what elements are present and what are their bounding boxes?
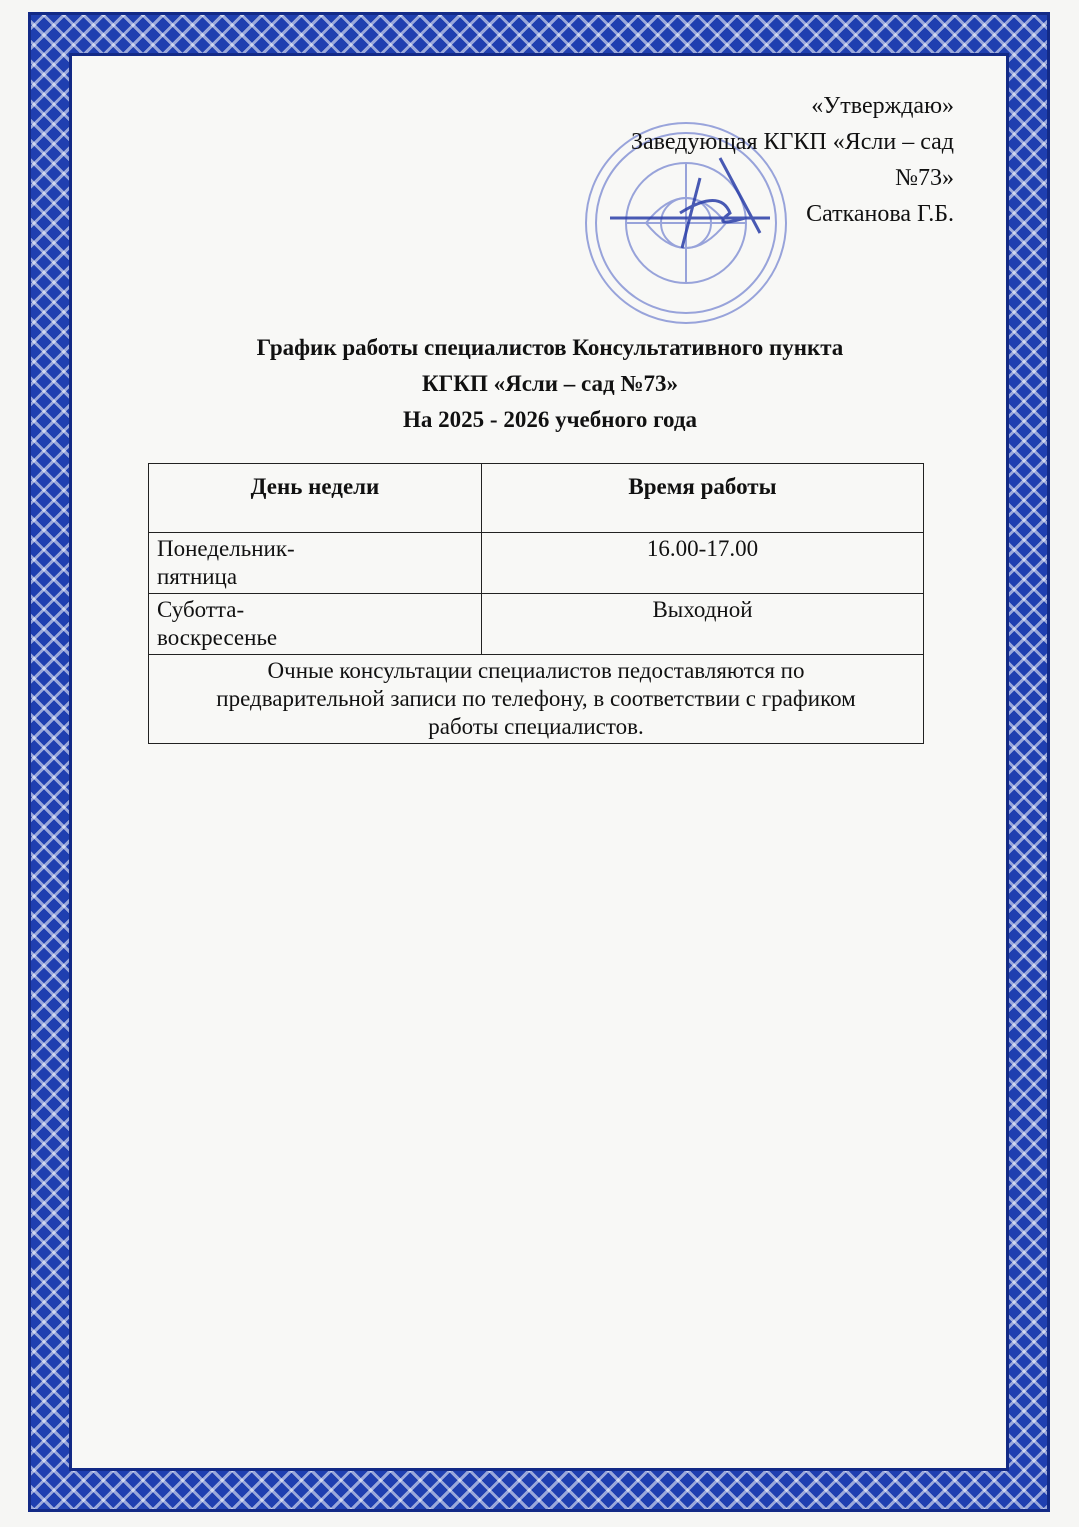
day-cell [149, 533, 482, 594]
note-text: работы специалистов. [428, 714, 644, 739]
approval-heading: «Утверждаю» [811, 93, 954, 119]
header-time: Время работы [482, 464, 924, 533]
page-area [69, 53, 1009, 1471]
day-text: Суботта- [157, 597, 245, 622]
time-cell: 16.00-17.00 [482, 533, 924, 594]
approval-org-number: №73» [895, 165, 954, 191]
approval-position: Заведующая КГКП «Ясли – сад [630, 129, 954, 155]
note-cell [149, 655, 924, 744]
note-text: Очные консультации специалистов педоставляются по [267, 658, 805, 683]
title-line-3: На 2025 - 2026 учебного года [403, 407, 697, 432]
table-header-row [149, 464, 924, 533]
title-line-2: КГКП «Ясли – сад №73» [421, 371, 679, 396]
table-row [149, 594, 924, 655]
day-text: Понедельник- [157, 536, 295, 561]
header-day: День недели [149, 464, 482, 533]
day-text: воскресенье [157, 625, 278, 650]
document-title [100, 330, 1000, 438]
time-cell: Выходной [482, 594, 924, 655]
note-text: предварительной записи по телефону, в соответствии с графиком [216, 686, 856, 711]
approval-name: Сатканова Г.Б. [806, 201, 954, 227]
schedule-table [148, 463, 924, 744]
table-row [149, 533, 924, 594]
day-text: пятница [157, 564, 238, 589]
table-note-row [149, 655, 924, 744]
ornamental-border [28, 12, 1050, 1512]
day-cell [149, 594, 482, 655]
title-line-1: График работы специалистов Консультативного пункта [256, 335, 844, 360]
approval-block [631, 88, 954, 232]
